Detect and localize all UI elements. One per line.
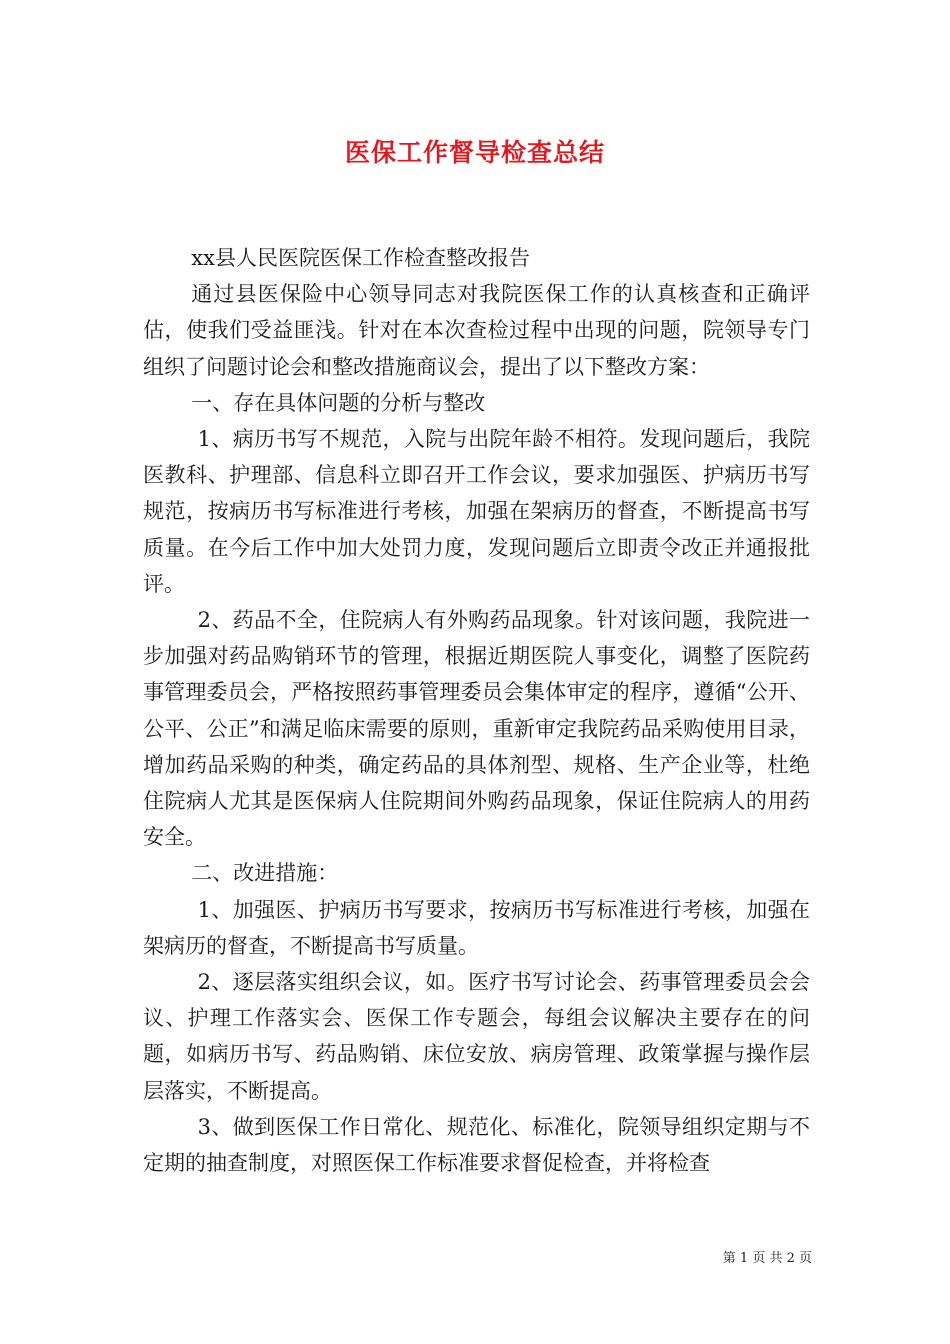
page-indicator: 第 1 页 共 2 页 xyxy=(722,1251,812,1266)
paragraph-intro: 通过县医保险中心领导同志对我院医保工作的认真核查和正确评估，使我们受益匪浅。针对在本次查检过程中出现的问题，院领导专门组织了问题讨论会和整改措施商议会，提出了以下整改方案： xyxy=(143,282,810,379)
document-body xyxy=(143,240,810,1181)
paragraph-problem-1: 1、病历书写不规范，入院与出院年龄不相符。发现问题后，我院医教科、护理部、信息科立即召开工作会议，要求加强医、护病历书写规范，按病历书写标准进行考核，加强在架病历的督查，不断提高书写质量。在今后工作中加大处罚力度，发现问题后立即责令改正并通报批评。 xyxy=(143,427,810,596)
paragraph-problem-2: 2、药品不全，住院病人有外购药品现象。针对该问题，我院进一步加强对药品购销环节的管理，根据近期医院人事变化，调整了医院药事管理委员会，严格按照药事管理委员会集体审定的程序，遵循“公开、公平、公正”和满足临床需要的原则，重新审定我院药品采购使用目录，增加药品采购的种类，确定药品的具体剂型、规格、生产企业等，杜绝住院病人尤其是医保病人住院期间外购药品现象，保证住院病人的用药安全。 xyxy=(143,608,810,850)
section-heading-problems: 一、存在具体问题的分析与整改 xyxy=(191,390,486,415)
report-heading: xx县人民医院医保工作检查整改报告 xyxy=(191,246,530,270)
paragraph-measure-2: 2、逐层落实组织会议，如。医疗书写讨论会、药事管理委员会会议、护理工作落实会、医保工作专题会，每组会议解决主要存在的问题，如病历书写、药品购销、床位安放、病房管理、政策掌握与操作层层落实，不断提高。 xyxy=(143,970,810,1103)
section-heading-measures: 二、改进措施： xyxy=(191,861,339,886)
paragraph-measure-1: 1、加强医、护病历书写要求，按病历书写标准进行考核，加强在架病历的督查，不断提高书写质量。 xyxy=(143,897,810,958)
document-title: 医保工作督导检查总结 xyxy=(344,138,605,167)
paragraph-measure-3: 3、做到医保工作日常化、规范化、标准化，院领导组织定期与不定期的抽查制度，对照医保工作标准要求督促检查，并将检查 xyxy=(143,1114,810,1176)
